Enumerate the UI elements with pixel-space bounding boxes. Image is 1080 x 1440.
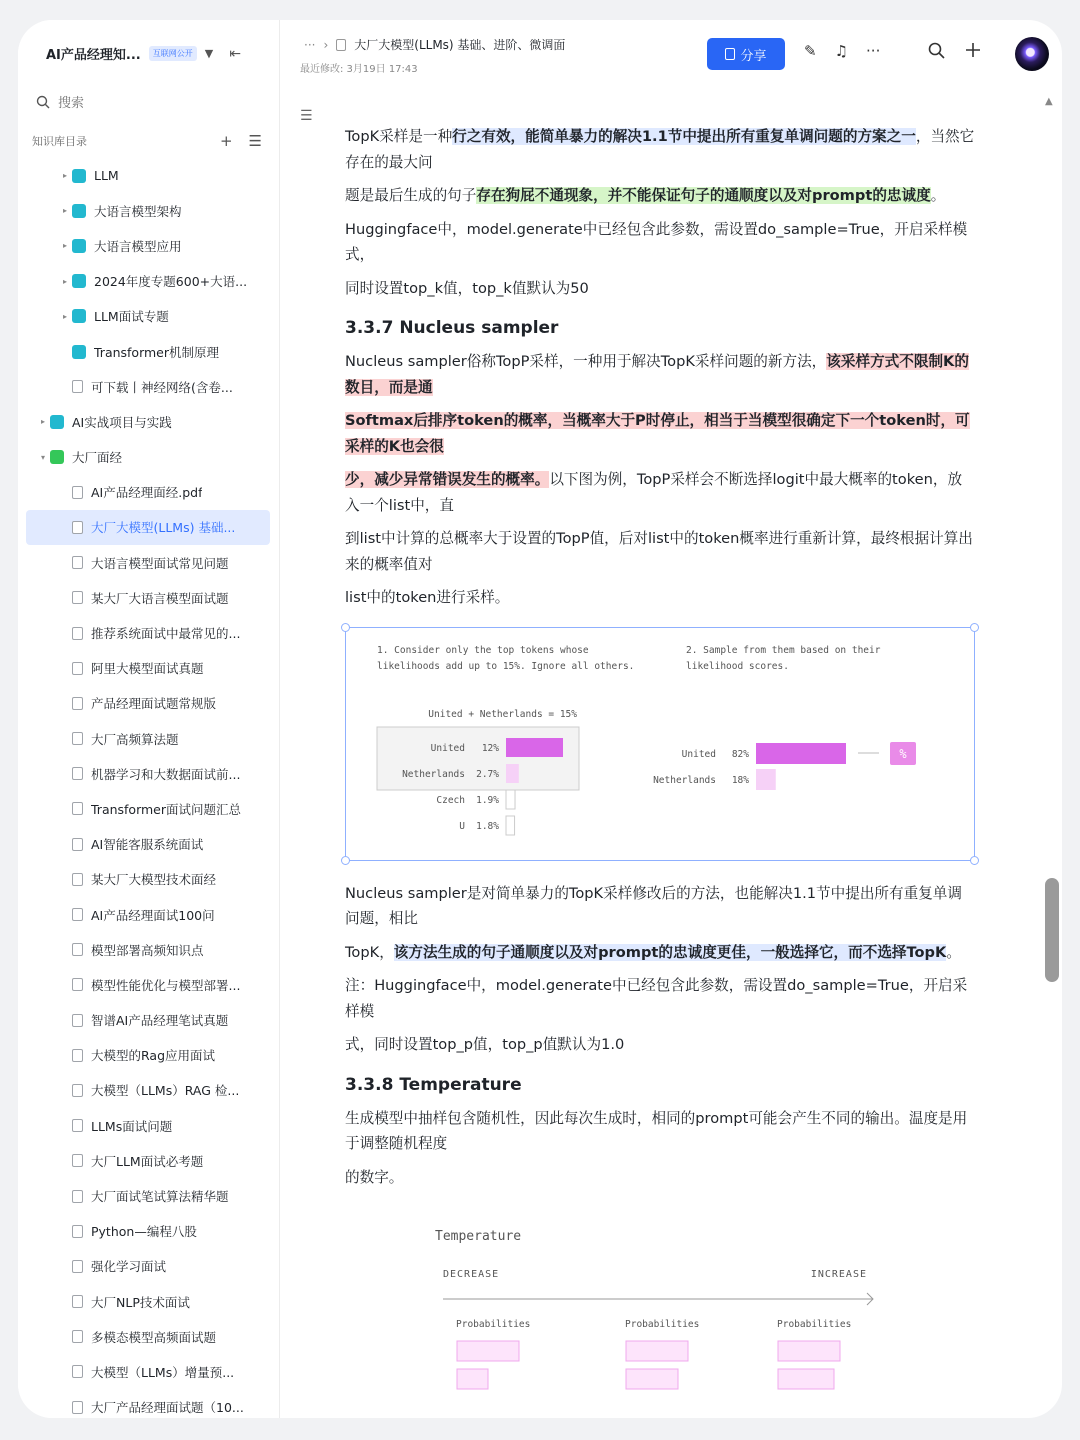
scroll-up-arrow-icon[interactable]: ▲ [1045, 96, 1053, 107]
document-icon [72, 556, 83, 569]
sidebar-item[interactable] [18, 1073, 280, 1108]
token-pct: 1.8% [476, 820, 499, 832]
wiki-icon [72, 169, 86, 183]
token-bar [506, 816, 515, 835]
expand-arrow-icon[interactable]: ▸ [62, 276, 67, 286]
paragraph: 式，同时设置top_p值，top_p值默认为1.0 [345, 1036, 625, 1053]
prob-bar [457, 1341, 519, 1361]
sidebar-item-label: LLM面试专题 [94, 309, 169, 325]
sidebar-item[interactable] [18, 369, 280, 404]
highlight: 存在狗屁不通现象，并不能保证句子的通顺度以及对prompt的忠诚度 [476, 187, 931, 204]
temperature-title: Temperature [435, 1229, 522, 1244]
expand-arrow-icon[interactable]: ▾ [40, 452, 45, 462]
outline-icon[interactable]: ☰ [300, 108, 313, 124]
document-icon [72, 873, 83, 886]
topp-figure[interactable] [345, 627, 975, 861]
step1-line1: 1. Consider only the top tokens whose [377, 644, 589, 656]
doc-tree [18, 158, 280, 1418]
token-bar [506, 790, 515, 809]
sidebar-item[interactable] [18, 686, 280, 721]
sidebar-item[interactable] [18, 1108, 280, 1143]
sidebar-item[interactable] [18, 1214, 280, 1249]
sidebar-item[interactable] [18, 862, 280, 897]
sidebar-item[interactable] [18, 967, 280, 1002]
sidebar-item-label: 大厂产品经理面试题（10... [91, 1400, 244, 1416]
paragraph: 到list中计算的总概率大于设置的TopP值，后对list中的token概率进行重新计算，最终根据计算出来的概率值对 [345, 530, 973, 573]
sidebar-item[interactable] [26, 510, 270, 545]
paragraph: 的数字。 [345, 1168, 404, 1186]
wiki-icon [72, 309, 86, 323]
sidebar-item-label: 机器学习和大数据面试前... [91, 766, 241, 782]
more-icon[interactable]: ··· [866, 42, 881, 60]
chevron-right-icon: › [323, 37, 329, 52]
sidebar-item-label: Transformer面试问题汇总 [91, 801, 242, 817]
add-icon[interactable]: + [219, 132, 233, 150]
decrease-label: DECREASE [443, 1269, 500, 1280]
sidebar-item-label: 大语言模型架构 [94, 203, 182, 219]
sidebar-item-label: 大厂高频算法题 [91, 731, 179, 747]
document-icon [72, 1295, 83, 1308]
doc-title[interactable]: 大厂大模型(LLMs) 基础、进阶、微调面 [354, 38, 566, 52]
document-icon [72, 627, 83, 640]
sidebar-item[interactable] [18, 334, 280, 369]
probabilities-label: Probabilities [777, 1319, 852, 1330]
sidebar-item[interactable] [18, 158, 280, 193]
tree-header [32, 132, 262, 150]
sidebar [18, 20, 280, 1418]
sidebar-item-label: 大厂LLM面试必考题 [91, 1153, 204, 1169]
paragraph: list中的token进行采样。 [345, 589, 510, 606]
sidebar-item[interactable] [18, 299, 280, 334]
token-bar [506, 764, 519, 783]
doc-icon [336, 39, 346, 51]
share-label: 分享 [740, 47, 767, 63]
sidebar-search[interactable] [36, 92, 84, 111]
sidebar-item-label: 大模型（LLMs）RAG 检... [91, 1083, 240, 1099]
temperature-figure[interactable] [345, 1216, 975, 1406]
knowledge-base-title[interactable]: AI产品经理知... [46, 48, 141, 63]
search-icon [36, 95, 50, 109]
sidebar-item-label: 阿里大模型面试真题 [91, 661, 204, 677]
tree-heading: 知识库目录 [32, 135, 87, 148]
section-heading: 3.3.8 Temperature [345, 1074, 522, 1095]
prob-bar [626, 1369, 678, 1389]
paragraph: TopK，该方法生成的句子通顺度以及对prompt的忠诚度更佳，一般选择它，而不选择TopK。 [345, 943, 961, 961]
sidebar-item[interactable] [18, 756, 280, 791]
wiki-icon [72, 274, 86, 288]
sidebar-item-label: 大厂面试笔试算法精华题 [91, 1189, 229, 1205]
prob-bar [457, 1369, 488, 1389]
sidebar-item[interactable] [18, 1354, 280, 1389]
expand-arrow-icon[interactable]: ▸ [62, 206, 67, 216]
sidebar-item[interactable] [18, 545, 280, 580]
sidebar-item-label: 模型性能优化与模型部署... [91, 977, 241, 993]
document-icon [72, 486, 83, 499]
knowledge-base-header [46, 44, 266, 63]
document-body [345, 124, 975, 1406]
sidebar-item-label: 大模型的Rag应用面试 [91, 1048, 216, 1064]
sidebar-item-label: Python—编程八股 [91, 1224, 197, 1240]
expand-arrow-icon[interactable]: ▸ [40, 417, 45, 427]
sidebar-item[interactable] [18, 1178, 280, 1213]
prob-bar [778, 1369, 834, 1389]
token-name: U [459, 820, 465, 832]
sidebar-item[interactable] [18, 1003, 280, 1038]
share-button[interactable] [707, 38, 785, 70]
document-icon [72, 1260, 83, 1273]
sidebar-item[interactable] [18, 1390, 280, 1418]
top-bar [280, 20, 1062, 90]
document-icon [72, 1365, 83, 1378]
token-pct: 82% [731, 748, 749, 760]
sidebar-item[interactable] [18, 827, 280, 862]
sidebar-item[interactable] [18, 615, 280, 650]
token-name: Czech [436, 794, 465, 806]
document-icon [72, 1190, 83, 1203]
token-pct: 18% [731, 774, 749, 786]
sidebar-item[interactable] [18, 264, 280, 299]
expand-arrow-icon[interactable]: ▸ [62, 241, 67, 251]
sidebar-item[interactable] [18, 404, 280, 439]
document-icon [72, 802, 83, 815]
document-icon [72, 591, 83, 604]
search-placeholder: 搜索 [58, 96, 85, 111]
sidebar-item[interactable] [18, 1143, 280, 1178]
probabilities-label: Probabilities [456, 1319, 531, 1330]
caret-down-icon[interactable]: ▼ [204, 47, 214, 60]
document-icon [72, 380, 83, 393]
document-icon [72, 1330, 83, 1343]
token-name: United [430, 742, 465, 754]
sidebar-item-label: 2024年度专题600+大语... [94, 274, 248, 290]
token-name: Netherlands [402, 768, 465, 780]
document-icon [72, 943, 83, 956]
add-icon[interactable] [965, 42, 981, 58]
highlight: 该采样方式不限制K的数目，而是通 [345, 353, 969, 396]
highlight: 行之有效，能简单暴力的解决1.1节中提出所有重复单调问题的方案之一 [452, 128, 916, 145]
token-pct: 12% [481, 742, 499, 754]
token-bar [756, 769, 776, 790]
sidebar-item[interactable] [18, 932, 280, 967]
paragraph: Nucleus sampler俗称TopP采样，一种用于解决TopK采样问题的新方法，该采样方式不限制K的数目，而是通 [345, 353, 969, 396]
document-icon [72, 1049, 83, 1062]
document-icon [72, 1119, 83, 1132]
paragraph: 少，减少异常错误发生的概率。以下图为例，TopP采样会不断选择logit中最大概率的token，放入一个list中，直 [345, 471, 963, 514]
app-window [18, 20, 1062, 1418]
document-icon [72, 1225, 83, 1238]
topp-illustration [346, 628, 976, 862]
section-heading: 3.3.7 Nucleus sampler [345, 318, 559, 338]
toolbar-icons-right [928, 42, 981, 59]
prob-bar [626, 1341, 688, 1361]
sidebar-item-label: AI智能客服系统面试 [91, 837, 204, 853]
sidebar-item-label: 大语言模型面试常见问题 [91, 555, 229, 571]
sidebar-item[interactable] [18, 897, 280, 932]
paragraph: 注：Huggingface中，model.generate中已经包含此参数，需设置do_sample=True，开启采样模 [345, 977, 968, 1020]
document-icon [72, 1154, 83, 1167]
collapse-sidebar-icon[interactable]: ⇤ [229, 45, 241, 62]
sidebar-item[interactable] [18, 791, 280, 826]
sidebar-item-label: 某大厂大语言模型面试题 [91, 590, 229, 606]
paragraph: TopK采样是一种行之有效，能简单暴力的解决1.1节中提出所有重复单调问题的方案之一，当然它存在的最大问 [345, 128, 975, 171]
edit-icon[interactable]: ✎ [804, 42, 817, 60]
selected-box [377, 727, 579, 790]
sum-label: United + Netherlands = 15% [428, 708, 577, 720]
wiki-icon [72, 239, 86, 253]
prob-bar [778, 1341, 840, 1361]
sidebar-item[interactable] [18, 1249, 280, 1284]
sidebar-item-label: 可下载丨神经网络(含卷... [91, 379, 233, 395]
sidebar-item-label: 某大厂大模型技术面经 [91, 872, 217, 888]
token-pct: 2.7% [476, 768, 499, 780]
document-icon [72, 1084, 83, 1097]
sidebar-item[interactable] [18, 721, 280, 756]
document-icon [72, 662, 83, 675]
paragraph [345, 408, 975, 459]
token-pct: 1.9% [476, 794, 499, 806]
paragraph: 生成模型中抽样包含随机性，因此每次生成时，相同的prompt可能会产生不同的输出。温度是用于调整随机程度 [345, 1109, 968, 1152]
sidebar-item-label: AI产品经理面试100问 [91, 907, 215, 923]
wiki-icon [72, 345, 86, 359]
wiki-icon [50, 415, 64, 429]
sidebar-item[interactable] [18, 651, 280, 686]
paragraph: Huggingface中，model.generate中已经包含此参数，需设置do_sample=True，开启采样模式， [345, 220, 968, 263]
list-settings-icon[interactable]: ☰ [248, 132, 262, 150]
sidebar-item-label: LLMs面试问题 [91, 1118, 173, 1134]
sidebar-item[interactable] [18, 1038, 280, 1073]
bell-icon[interactable]: ♫ [834, 42, 849, 60]
last-modified: 最近修改: 3月19日 17:43 [300, 64, 418, 75]
document-icon [72, 908, 83, 921]
sidebar-item-label: 推荐系统面试中最常见的... [91, 626, 241, 642]
sidebar-item-label: 大厂NLP技术面试 [91, 1294, 190, 1310]
avatar[interactable] [1015, 37, 1049, 71]
step2-line2: likelihood scores. [686, 660, 789, 672]
sidebar-item-label: 智谱AI产品经理笔试真题 [91, 1013, 229, 1029]
document-icon [72, 1014, 83, 1027]
token-name: United [681, 748, 716, 760]
toolbar-icons [804, 42, 880, 60]
sidebar-item-label: LLM [94, 168, 119, 184]
sidebar-item-label: 大厂面经 [72, 450, 123, 466]
token-name: Netherlands [653, 774, 716, 786]
step1-line2: likelihoods add up to 15%. Ignore all others. [377, 660, 635, 672]
sidebar-item-label: AI产品经理面经.pdf [91, 485, 203, 501]
sidebar-item-label: 模型部署高频知识点 [91, 942, 204, 958]
breadcrumb-more[interactable]: ··· [304, 37, 316, 52]
breadcrumb [304, 36, 565, 53]
expand-arrow-icon[interactable]: ▸ [62, 171, 67, 181]
paragraph: Nucleus sampler是对简单暴力的TopK采样修改后的方法，也能解决1.1节中提出所有重复单调问题，相比 [345, 884, 962, 927]
highlight: 该方法生成的句子通顺度以及对prompt的忠诚度更佳，一般选择它，而不选择TopK [393, 943, 947, 961]
increase-label: INCREASE [810, 1269, 867, 1280]
visibility-badge: 互联网公开 [149, 46, 197, 61]
paragraph: 题是最后生成的句子存在狗屁不通现象，并不能保证句子的通顺度以及对prompt的忠诚度。 [345, 187, 946, 204]
token-bar [506, 738, 563, 757]
sidebar-item[interactable] [18, 1284, 280, 1319]
step2-line1: 2. Sample from them based on their [686, 644, 881, 656]
document-icon [72, 838, 83, 851]
sidebar-item[interactable] [18, 193, 280, 228]
paragraph: 同时设置top_k值，top_k值默认为50 [345, 279, 589, 297]
sidebar-item[interactable] [18, 475, 280, 510]
temperature-illustration [345, 1216, 975, 1406]
token-bar [756, 743, 846, 764]
highlight: 少，减少异常错误发生的概率。 [345, 471, 550, 488]
scrollbar[interactable] [1045, 878, 1059, 982]
document-icon [72, 767, 83, 780]
document-icon [72, 978, 83, 991]
document-icon [72, 1401, 83, 1414]
sidebar-item[interactable] [18, 580, 280, 615]
sidebar-item-label: 大厂大模型(LLMs) 基础... [91, 520, 236, 536]
sidebar-item-label: 多模态模型高频面试题 [91, 1329, 217, 1345]
expand-arrow-icon[interactable]: ▸ [62, 311, 67, 321]
sidebar-item-label: 强化学习面试 [91, 1259, 167, 1275]
sidebar-item-label: 产品经理面试题常规版 [91, 696, 217, 712]
search-icon[interactable] [928, 42, 945, 59]
sidebar-item[interactable] [18, 1319, 280, 1354]
sidebar-item[interactable] [18, 228, 280, 263]
wiki-icon [50, 450, 64, 464]
sidebar-item[interactable] [18, 440, 280, 475]
share-lock-icon [725, 48, 735, 60]
document-icon [72, 521, 83, 534]
sidebar-item-label: AI实战项目与实践 [72, 414, 172, 430]
probabilities-label: Probabilities [625, 1319, 700, 1330]
percent-symbol: % [899, 746, 907, 761]
sidebar-item-label: Transformer机制原理 [94, 344, 220, 360]
wiki-icon [72, 204, 86, 218]
sidebar-item-label: 大模型（LLMs）增量预... [91, 1364, 235, 1380]
highlight: Softmax后排序token的概率，当概率大于P时停止，相当于当模型很确定下一个token时，可采样的K也会很 [345, 412, 970, 455]
sidebar-item-label: 大语言模型应用 [94, 238, 182, 254]
document-icon [72, 732, 83, 745]
document-icon [72, 697, 83, 710]
